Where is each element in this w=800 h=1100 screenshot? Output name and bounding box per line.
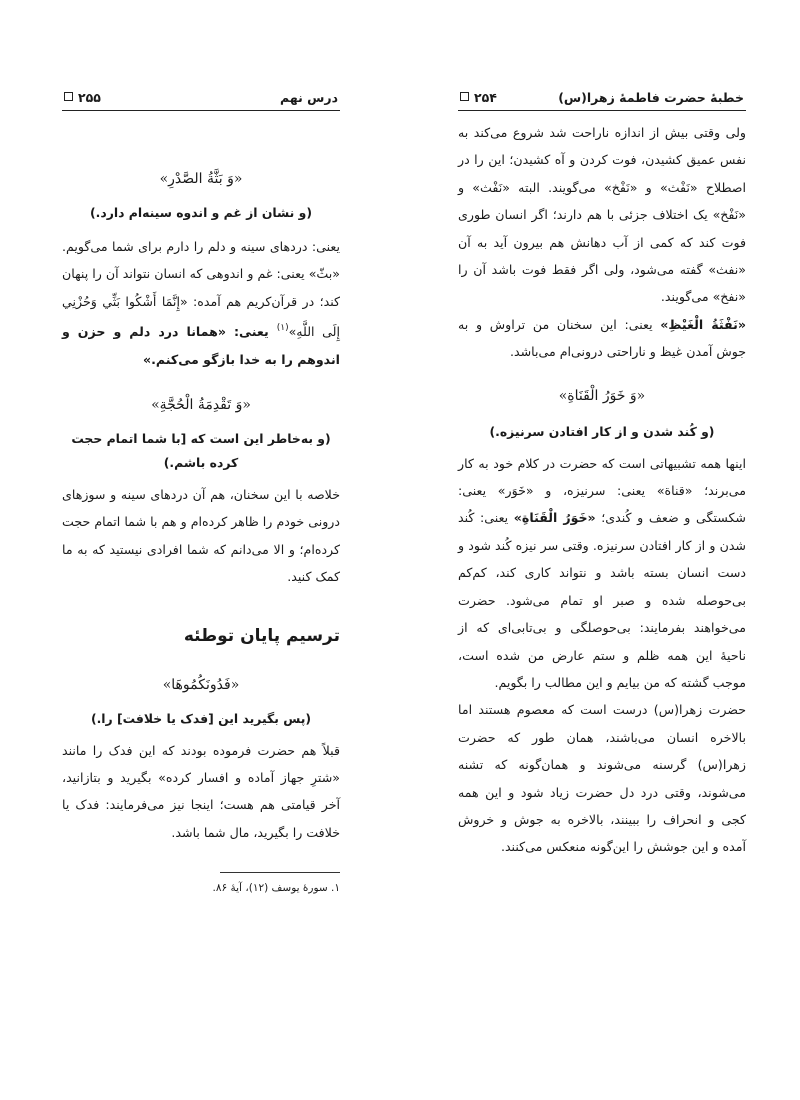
paragraph-text: اینها همه تشبیهاتی است که حضرت در کلام خود به کار می‌برند؛ «قناة» یعنی: سرنیزه، و «خَوَر» یعنی: شکستگی و ضعف و کُندی؛: [458, 455, 746, 526]
arabic-term: «خَوَرُ الْقَنَاةِ»: [513, 510, 596, 526]
footnote: ۱. سورهٔ یوسف (۱۲)، آیهٔ ۸۶.: [212, 882, 340, 895]
left-page-number: [64, 90, 101, 105]
quote-arabic: «وَ خَوَرُ الْقَنَاةِ»: [558, 387, 646, 404]
paragraph: [458, 450, 746, 697]
footnote-marker: (۱): [276, 323, 289, 334]
section-heading: ترسیم پایان توطئه: [183, 625, 340, 646]
right-page-header: [458, 88, 746, 111]
right-page-number: [460, 90, 497, 105]
page-marker-box: [64, 92, 73, 101]
paragraph-text-bold: یعنی: «همانا درد دلم و حزن و اندوهم را به خدا بازگو می‌کنم.»: [62, 324, 340, 367]
paragraph: خلاصه با این سخنان، هم آن دردهای سینه و سوزهای درونی خودم را ظاهر کرده‌ام و هم با شما اتمام حجت کرده‌ام؛ و الا می‌دانم که شما افرادی نیستید که به ما کمک کنید.: [62, 487, 340, 585]
left-header-title: درس نهم: [280, 90, 338, 105]
paragraph-text: یعنی: این سخنان من تراوش و به جوش آمدن غیظ و ناراحتی درونی‌ام می‌باشد.: [458, 316, 746, 360]
paragraph: قبلاً هم حضرت فرموده بودند که این فدک را مانند «شترِ جهاز آماده و افسار کرده» بگیرید و بتازانید، آخر قیامتی هم هست؛ اینجا نیز می‌فرمایند: فدک یا خلافت را بگیرید، مال شما باشد.: [62, 742, 340, 840]
paragraph-text: یعنی: دردهای سینه و دلم را دارم برای شما می‌گویم. «بثّ» یعنی: غم و اندوهی که انسان نتواند آن را پنهان کند؛ در قرآن‌کریم هم آمده: «إِنَّمَا أَشْكُوا بَثِّي وَحُزْنِي إِلَى اللَّهِ»: [62, 239, 340, 340]
left-page: [62, 88, 340, 897]
footnote-divider: [220, 872, 340, 873]
page-marker-box: [460, 92, 469, 101]
quote-translation: (پس بگیرید این [فدک یا خلافت] را.): [90, 710, 312, 726]
quote-translation: (و به‌خاطر این است که [با شما اتمام حجت کرده باشم.): [71, 431, 331, 471]
paragraph-text: یعنی: کُند شدن و از کار افتادن سرنیزه. وقتی سر نیزه کُند شود و دست انسان بسته باشد و نتواند کاری کند، کم‌کم بی‌حوصله شده و صبر او تمام می‌شود. حضرت می‌خواهند بفرمایند: بی‌حوصلگی و بی‌تابی‌ای که از ناحیهٔ این همه ظلم و ستم عارض من شده است، موجب گشته که من بیایم و این مطالب را بگویم.: [458, 510, 746, 690]
quote-translation: (و نشان از غم و اندوه سینه‌ام دارد.): [90, 205, 312, 220]
quote-arabic: «فَدُونَكُمُوهَا»: [162, 676, 240, 693]
right-page-number-text: ۲۵۴: [474, 90, 497, 105]
right-page: [458, 88, 746, 861]
quote-arabic: «وَ بَثَّةُ الصَّدْرِ»: [159, 171, 243, 187]
arabic-term: «نَفْثَةُ الْغَيْظِ»: [660, 316, 746, 332]
left-page-header: [62, 88, 340, 111]
quote-translation: (و کُند شدن و از کار افتادن سرنیزه.): [489, 423, 715, 439]
right-header-title: خطبهٔ حضرت فاطمهٔ زهرا(س): [558, 90, 744, 105]
paragraph: ولی وقتی بیش از اندازه ناراحت شد شروع می‌کند به نفس عمیق کشیدن، فوت کردن و آه کشیدن؛ این را در اصطلاح «نَفْث» و «نَفْخ» می‌گویند. البته «نَفْث» و «نَفْخ» یک اختلاف جزئی با هم دارند؛ اگر انسان طوری فوت کند که کمی از آب دهانش هم بیرون آید به آن «نفث» گفته می‌شود، ولی اگر فقط فوت باشد آن را «نفخ» می‌گویند.: [458, 125, 746, 305]
paragraph: حضرت زهرا(س) درست است که معصوم هستند اما بالاخره انسان می‌باشند، همان طور که حضرت زهرا(س) گرسنه می‌شوند و همان‌گونه که تشنه می‌شوند، وقتی درد دل حضرت زیاد شود و این همه کجی و انحراف را ببینند، بالاخره به جوش و خروش آمده و این جوشش را این‌گونه منعکس می‌کنند.: [458, 702, 746, 855]
paragraph: [62, 233, 340, 373]
paragraph: [458, 311, 746, 366]
left-page-number-text: ۲۵۵: [78, 90, 101, 105]
quote-arabic: «وَ تَقْدِمَةُ الْحُجَّةِ»: [151, 397, 251, 414]
